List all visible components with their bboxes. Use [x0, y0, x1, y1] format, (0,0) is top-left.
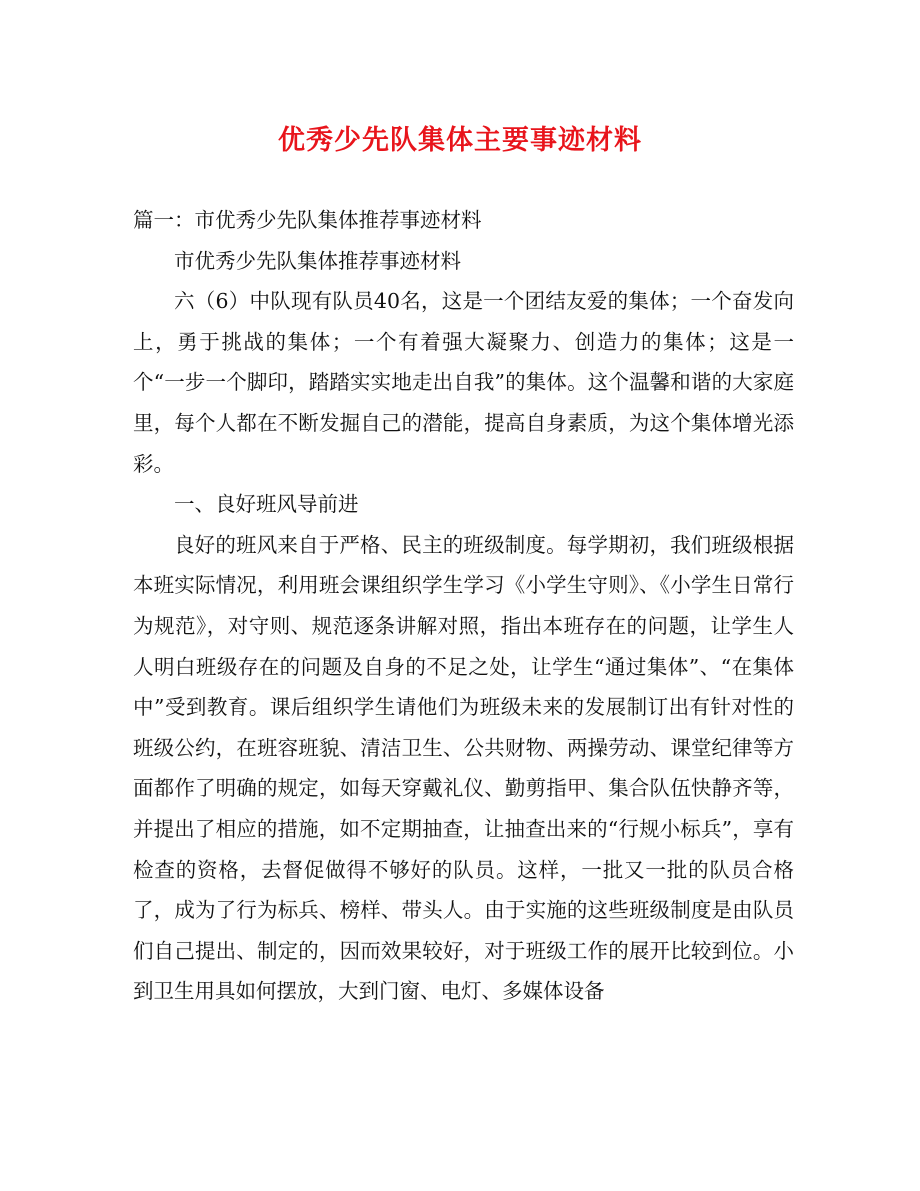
- document-title: 优秀少先队集体主要事迹材料: [278, 125, 642, 156]
- paragraph-class-rules: 良好的班风来自于严格、民主的班级制度。每学期初，我们班级根据本班实际情况，利用班会课组织学生学习《小学生守则》、《小学生日常行为规范》，对守则、规范逐条讲解对照，指出本班存在的问题，让学生人人明白班级存在的问题及自身的不足之处，让学生“通过集体”、“在集体中”受到教育。课后组织学生请他们为班级未来的发展制订出有针对性的班级公约，在班容班貌、清洁卫生、公共财物、两操劳动、课堂纪律等方面都作了明确的规定，如每天穿戴礼仪、勤剪指甲、集合队伍快静齐等，并提出了相应的措施，如不定期抽查，让抽查出来的“行规小标兵”，享有检查的资格，去督促做得不够好的队员。这样，一批又一批的队员合格了，成为了行为标兵、榜样、带头人。由于实施的这些班级制度是由队员们自己提出、制定的，因而效果较好，对于班级工作的展开比较到位。小到卫生用具如何摆放，大到门窗、电灯、多媒体设备: [133, 532, 794, 1004]
- heading-good-class-style: 一、良好班风导前进: [174, 492, 359, 517]
- document-body: [133, 200, 794, 1012]
- paragraph-intro: 六（6）中队现有队员40名，这是一个团结友爱的集体；一个奋发向上，勇于挑战的集体；一个有着强大凝聚力、创造力的集体；这是一个“一步一个脚印，踏踏实实地走出自我”的集体。这个温馨和谐的大家庭里，每个人都在不断发掘自己的潜能，提高自身素质，为这个集体增光添彩。: [133, 289, 794, 476]
- section-heading: 篇一：市优秀少先队集体推荐事迹材料: [133, 208, 482, 232]
- subtitle: 市优秀少先队集体推荐事迹材料: [174, 248, 461, 273]
